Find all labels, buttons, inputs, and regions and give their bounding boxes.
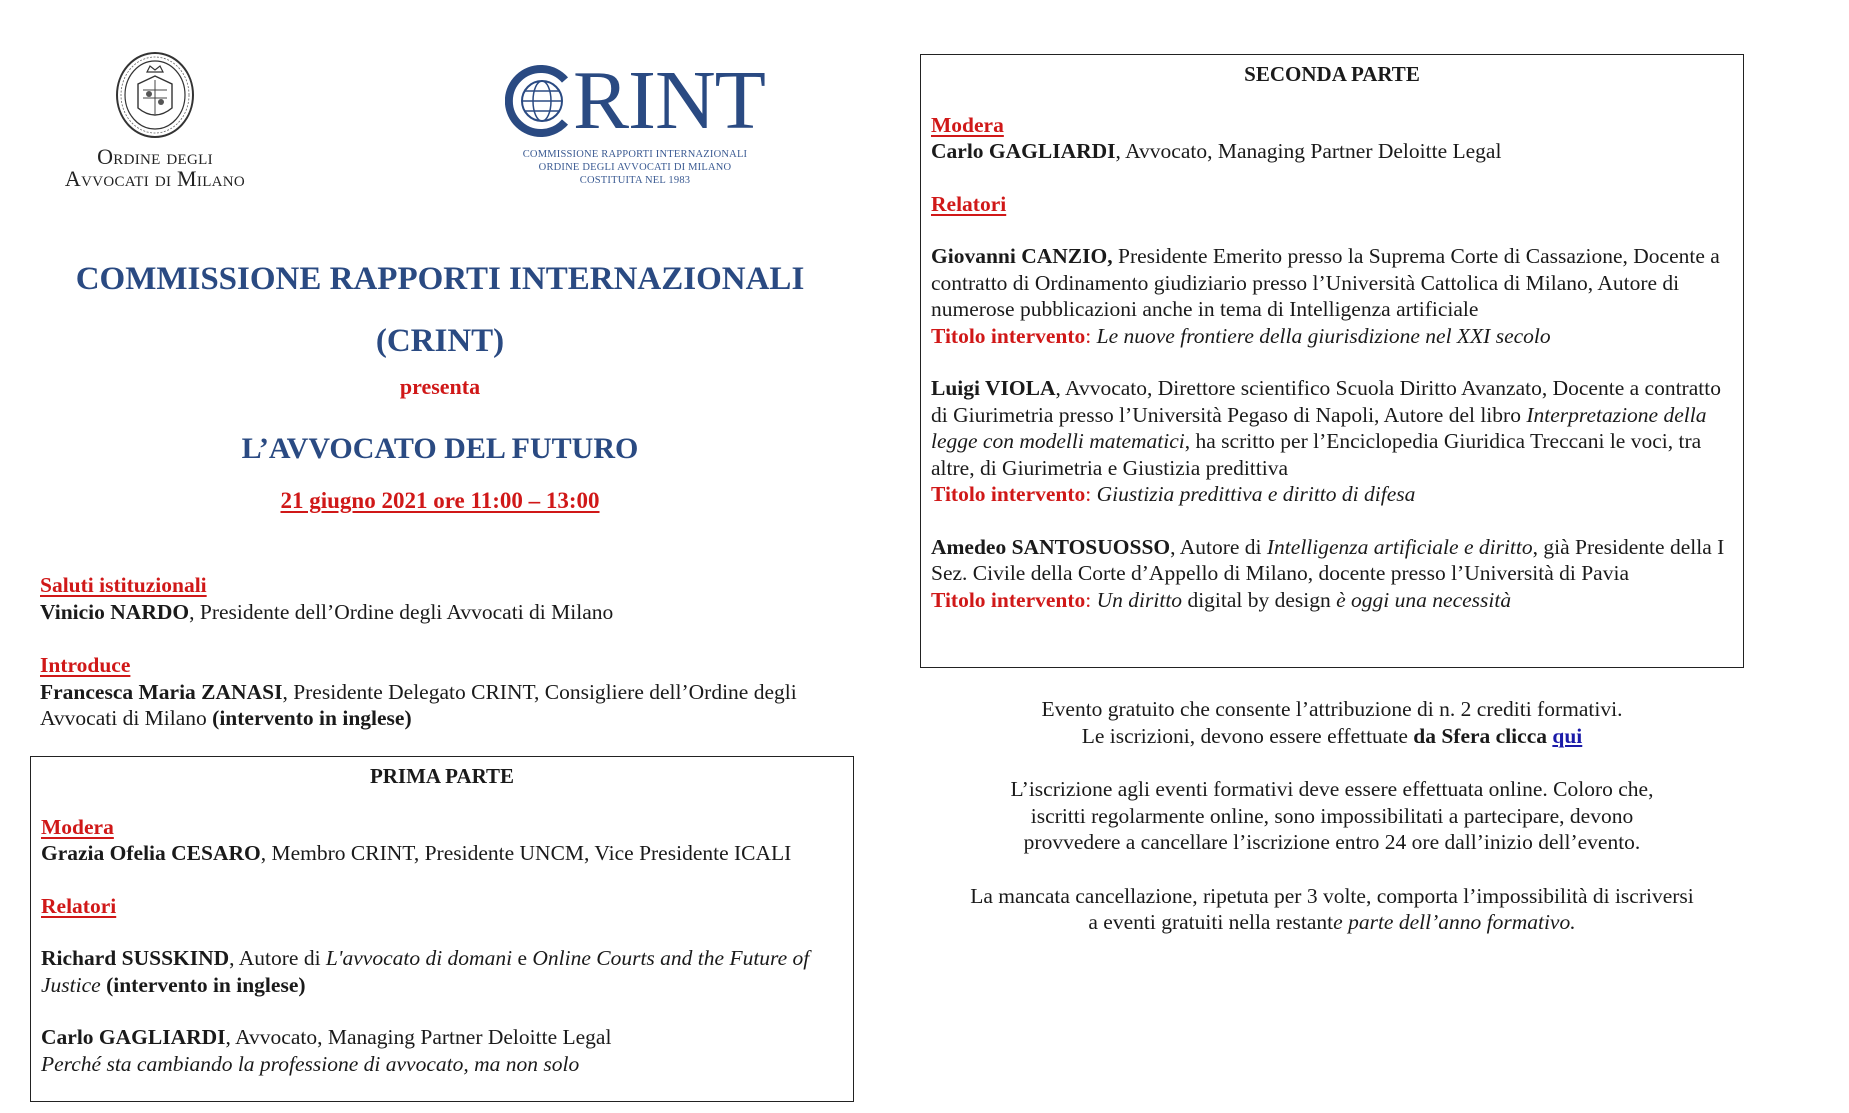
santosuosso-title-b: digital by design: [1182, 587, 1337, 612]
qui-link[interactable]: qui: [1552, 723, 1583, 748]
r1-book1: L'avvocato di domani: [325, 946, 513, 970]
r2-topic: Perché sta cambiando la professione di avvocato, ma non solo: [41, 1051, 580, 1076]
ordine-name-line1: Ordine degli: [97, 144, 213, 169]
seconda-modera-name: Carlo GAGLIARDI: [931, 139, 1116, 163]
r1-name: Richard SUSSKIND: [41, 946, 230, 970]
r2-name: Carlo GAGLIARDI: [41, 1025, 226, 1049]
crint-sub-line2: ORDINE DEGLI AVVOCATI DI MILANO: [538, 162, 732, 173]
canzio-title: Le nuove frontiere della giurisdizione nel XXI secolo: [1096, 323, 1551, 348]
event-date-text: 21 giugno 2021 ore 11:00 – 13:00: [280, 488, 600, 513]
seconda-modera-desc: , Avvocato, Managing Partner Deloitte Legal: [1115, 139, 1502, 163]
presenta-label: presenta: [399, 374, 481, 399]
crint-wordmark: RINT: [573, 54, 765, 147]
main-title-line1: COMMISSIONE RAPPORTI INTERNAZIONALI: [75, 261, 805, 297]
ordine-name-line2: Avvocati di Milano: [64, 166, 246, 191]
prima-modera-name: Grazia Ofelia CESARO: [41, 841, 261, 865]
ordine-seal-icon: [114, 50, 196, 140]
globe-c-icon: [505, 64, 579, 138]
seconda-relatore-3: [931, 534, 1733, 587]
info-paragraph-2: L’iscrizione agli eventi formativi deve essere effettuata online. Coloro che, iscritti regolarmente online, sono impossibilitati a partecipare, devono provvedere a cancellare l’iscrizione entro 24 ore dall’inizio dell’evento.: [1010, 777, 1654, 854]
canzio-name: Giovanni CANZIO,: [931, 244, 1113, 268]
main-title-line2: (CRINT): [375, 323, 505, 359]
santosuosso-titolo: Titolo intervento: Un diritto digital by design è oggi una necessità: [931, 587, 1512, 612]
viola-titolo: Titolo intervento: Giustizia predittiva e diritto di difesa: [931, 482, 1416, 506]
info-p3-a: La mancata cancellazione, ripetuta per 3 volte, comporta l’impossibilità di iscriversi a eventi gratuiti nella restant: [970, 883, 1694, 934]
saluti-label: Saluti istituzionali: [40, 573, 207, 597]
saluti-name: Vinicio NARDO: [40, 599, 190, 624]
prima-modera-label: Modera: [41, 814, 114, 839]
seconda-relatore-2: [931, 375, 1733, 481]
prima-parte-box: [30, 756, 854, 1102]
seconda-relatore-1: [931, 243, 1733, 323]
prima-relatore-1: [41, 945, 843, 998]
info-line2: [920, 723, 1744, 750]
info-line2-text: Le iscrizioni, devono essere effettuate: [1081, 723, 1414, 748]
r1-note: (intervento in inglese): [100, 972, 306, 997]
prima-modera-desc: , Membro CRINT, Presidente UNCM, Vice Presidente ICALI: [260, 841, 792, 865]
titolo-label: Titolo intervento: [931, 587, 1086, 612]
r1-book2: Online Courts and the Future of Justice: [41, 946, 810, 997]
introduce-name: Francesca Maria ZANASI: [40, 679, 283, 704]
info-p3-b: e parte dell’anno formativo.: [1333, 910, 1576, 934]
seconda-modera-entry: [931, 138, 1733, 165]
seconda-modera-label: Modera: [931, 112, 1004, 137]
viola-desc: , Avvocato, Direttore scientifico Scuola Diritto Avanzato, Docente a contratto di Giurimetria presso l’Università Pegaso di Napoli, Autore del libro: [931, 376, 1721, 427]
introduce-label: Introduce: [40, 653, 131, 677]
prima-parte-title: PRIMA PARTE: [369, 764, 515, 788]
intro-section: [40, 572, 840, 732]
r1-pre: , Autore di: [229, 946, 326, 970]
viola-desc2: , ha scritto per l’Enciclopedia Giuridica Treccani le voci, tra altre, di Giurimetria e Giustizia predittiva: [931, 429, 1702, 480]
introduce-note: (intervento in inglese): [212, 706, 412, 730]
santosuosso-desc: , già Presidente della I Sez. Civile della Corte d’Appello di Milano, docente presso l’Università di Pavia: [931, 534, 1725, 585]
saluti-desc: , Presidente dell’Ordine degli Avvocati di Milano: [189, 599, 614, 624]
info-paragraph-3: [920, 883, 1744, 936]
viola-book: Interpretazione della legge con modelli matematici: [931, 402, 1707, 453]
santosuosso-title-a: Un diritto: [1096, 587, 1183, 612]
event-title: L’AVVOCATO DEL FUTURO: [241, 432, 639, 465]
event-date: [30, 488, 850, 514]
canzio-desc: Presidente Emerito presso la Suprema Corte di Cassazione, Docente a contratto di Ordinamento giudiziario presso l’Università Cattolica di Milano, Autore di numerose pubblicazioni anche in tema di Intelligenza artificiale: [931, 244, 1720, 321]
crint-sub-line1: COMMISSIONE RAPPORTI INTERNAZIONALI: [522, 149, 748, 160]
santosuosso-pre: , Autore di: [1170, 534, 1267, 559]
r1-and: e: [512, 946, 533, 970]
registration-info: [920, 696, 1744, 936]
introduce-entry: [40, 679, 840, 732]
ordine-avvocati-logo: [40, 50, 270, 190]
seconda-relatori-label: Relatori: [931, 191, 1007, 216]
seconda-parte-box: [920, 54, 1744, 668]
santosuosso-name: Amedeo SANTOSUOSSO: [931, 534, 1171, 559]
saluti-entry: [40, 599, 840, 626]
introduce-desc: , Presidente Delegato CRINT, Consigliere dell’Ordine degli Avvocati di Milano: [40, 679, 797, 730]
viola-name: Luigi VIOLA: [931, 376, 1056, 400]
viola-title: Giustizia predittiva e diritto di difesa: [1096, 482, 1416, 506]
seconda-parte-title: SECONDA PARTE: [1244, 62, 1420, 86]
santosuosso-book: Intelligenza artificiale e diritto: [1266, 534, 1533, 559]
main-title: [30, 248, 850, 372]
prima-relatori-label: Relatori: [41, 893, 117, 918]
santosuosso-title-c: è oggi una necessità: [1336, 587, 1512, 612]
prima-relatore-2: [41, 1024, 843, 1051]
crint-logo: [505, 54, 765, 187]
canzio-titolo: Titolo intervento: Le nuove frontiere della giurisdizione nel XXI secolo: [931, 323, 1551, 348]
info-line2-bold: da Sfera clicca: [1413, 723, 1547, 748]
titolo-label: Titolo intervento: [931, 323, 1086, 348]
crint-sub-line3: COSTITUITA NEL 1983: [579, 175, 691, 186]
info-line1: Evento gratuito che consente l’attribuzione di n. 2 crediti formativi.: [1041, 697, 1623, 721]
r2-desc: , Avvocato, Managing Partner Deloitte Legal: [225, 1025, 612, 1049]
titolo-label: Titolo intervento: [931, 482, 1086, 506]
prima-modera-entry: [41, 840, 843, 867]
